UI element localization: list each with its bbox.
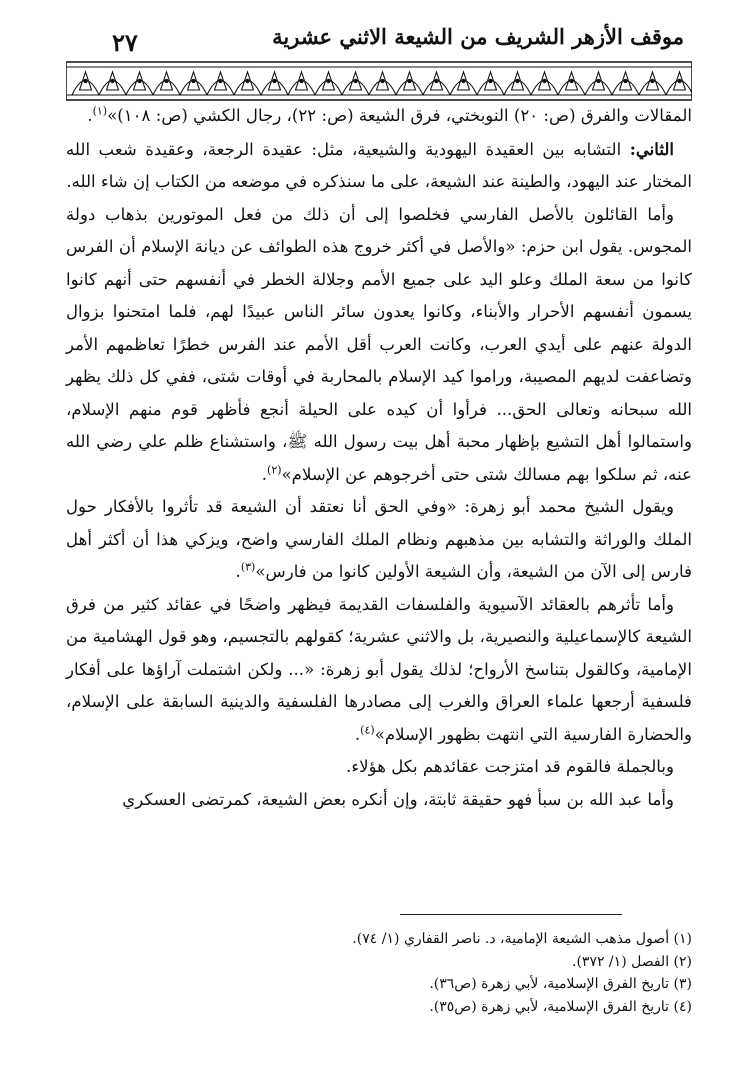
ornament-dot — [650, 79, 654, 83]
ornament-dot — [218, 79, 222, 83]
footnote-2: (٢) الفصل (١/ ٣٧٢). — [572, 953, 692, 970]
ornament-dot — [164, 79, 168, 83]
ornament-motif — [612, 72, 639, 95]
paragraph-7: وأما عبد الله بن سبأ فهو حقيقة ثابتة، وإن أنكره بعض الشيعة، كمرتضى العسكري — [122, 789, 674, 809]
page-number: ٢٧ — [112, 28, 138, 57]
ornament-dot — [461, 79, 465, 83]
ornament-motif — [99, 72, 126, 95]
ornament-motif — [531, 72, 558, 95]
ornament-motif — [558, 72, 585, 95]
ornament-dot — [515, 79, 519, 83]
footnote-4: (٤) تاريخ الفرق الإسلامية، لأبي زهرة (ص٣٥). — [429, 998, 692, 1015]
ornament-dot — [407, 79, 411, 83]
ornament-dot — [191, 79, 195, 83]
ornament-motif — [477, 72, 504, 95]
ornament-dot — [110, 79, 114, 83]
paragraph-2: الثاني: التشابه بين العقيدة اليهودية والشيعية، مثل: عقيدة الرجعة، وعقيدة شعب الله المختار عند اليهود، والطينة عند الشيعة، على ما سنذكره في موضعه من الكتاب إن شاء الله. — [66, 138, 692, 191]
ornament-motif — [180, 72, 207, 95]
ornament-dot — [434, 79, 438, 83]
ornament-motif — [369, 72, 396, 95]
footnotes — [66, 928, 692, 1018]
ornament-motif — [342, 72, 369, 95]
ornament-motif — [288, 72, 315, 95]
ornament-motif — [72, 72, 99, 95]
paragraph-6: وبالجملة فالقوم قد امتزجت عقائدهم بكل هؤلاء. — [346, 757, 674, 776]
ornament-motif — [261, 72, 288, 95]
ornament-dot — [623, 79, 627, 83]
ornament-dot — [353, 79, 357, 83]
ornament-dot — [326, 79, 330, 83]
ornament-motif — [234, 72, 261, 95]
ornament-motif — [153, 72, 180, 95]
section-label-second: الثاني: — [629, 138, 674, 159]
main-text — [66, 100, 692, 816]
footnote-ref-4: (٤) — [360, 722, 375, 736]
running-title: موقف الأزهر الشريف من الشيعة الاثني عشرية — [272, 24, 684, 49]
ornament-motif — [504, 72, 531, 95]
paragraph-4: ويقول الشيخ محمد أبو زهرة: «وفي الحق أنا نعتقد أن الشيعة قد تأثروا بالأفكار حول الملك والوراثة والتشابه بين مذهبهم ونظام الملك الفارسي واضح، ويزكي هذا أن أكثر أهل فارس إلى الآن من الشيعة، وأن الشيعة الأولين كانوا من فارس»$^{(٣)}$. — [66, 497, 692, 581]
ornament-motif — [585, 72, 612, 95]
footnote-1: (١) أصول مذهب الشيعة الإمامية، د. ناصر القفاري (١/ ٧٤). — [352, 931, 692, 947]
ornament-dot — [83, 79, 87, 83]
footnote-3: (٣) تاريخ الفرق الإسلامية، لأبي زهرة (ص٣٦). — [429, 976, 692, 992]
footnote-ref-1: (١) — [92, 104, 108, 118]
footnote-ref-2: (٢) — [267, 462, 282, 476]
ornament-dot — [272, 79, 276, 83]
ornament-dot — [299, 79, 303, 83]
ornamental-border — [66, 60, 692, 102]
ornament-dot — [596, 79, 600, 83]
ornament-motif — [207, 72, 234, 95]
footnote-divider — [400, 914, 622, 915]
ornament-dot — [569, 79, 573, 83]
footnote-ref-3: (٣) — [240, 560, 256, 574]
ornament-motif — [450, 72, 477, 95]
ornament-dot — [677, 79, 681, 83]
ornament-motif — [126, 72, 153, 95]
paragraph-5: وأما تأثرهم بالعقائد الآسيوية والفلسفات القديمة فيظهر واضحًا في عقائد كثير من فرق الشيعة كالإسماعيلية والنصيرية، بل والاثني عشرية؛ كقولهم بالتجسيم، وهو قول الهشامية من الإمامية، وكالقول بتناسخ الأرواح؛ لذلك يقول أبو زهرة: «... ولكن اشتملت آراؤها على أفكار فلسفية أرجعها علماء العراق والغرب إلى مصادرها الفلسفية والدينية السابقة على الإسلام، والحضارة الفارسية التي انتهت بظهور الإسلام»$^{(٤)}$. — [66, 594, 692, 744]
ornament-dot — [137, 79, 141, 83]
ornament-motif — [639, 72, 666, 95]
ornament-motif — [423, 72, 450, 95]
ornament-dot — [542, 79, 546, 83]
ornament-motif — [666, 72, 692, 95]
ornament-dot — [380, 79, 384, 83]
paragraph-3: وأما القائلون بالأصل الفارسي فخلصوا إلى أن ذلك من فعل الموتورين بذهاب دولة المجوس. يقول ابن حزم: «والأصل في أكثر خروج هذه الطوائف عن ديانة الإسلام أن الفرس كانوا من سعة الملك وعلو اليد على جميع الأمم وجلالة الخطر في أنفسهم حتى أنهم كانوا يسمون أنفسهم الأحرار والأبناء، وكانوا يعدون سائر الناس عبيدًا لهم، فلما امتحنوا بزوال الدولة عنهم على أيدي العرب، وكانت العرب أقل الأمم عند الفرس خطرًا تعاظمهم الأمر وتضاعفت لديهم المصيبة، وراموا كيد الإسلام بالمحاربة في أوقات شتى، ففي كل ذلك يظهر الله سبحانه وتعالى الحق... فرأوا أن كيده على الحيلة أنجع فأظهر قوم منهم الإسلام، واستمالوا أهل التشيع بإظهار محبة أهل بيت رسول الله ﷺ، واستشناع ظلم علي رضي الله عنه، ثم سلكوا بهم مسالك شتى حتى أخرجوهم عن الإسلام»$^{(٢)}$. — [66, 204, 692, 484]
ornament-motif — [396, 72, 423, 95]
paragraph-1: المقالات والفرق (ص: ٢٠) النوبختي، فرق الشيعة (ص: ٢٢)، رجال الكشي (ص: ١٠٨)»$^{(١)}$. — [87, 104, 692, 125]
ornament-motif — [315, 72, 342, 95]
ornament-dot — [488, 79, 492, 83]
ornament-dot — [245, 79, 249, 83]
